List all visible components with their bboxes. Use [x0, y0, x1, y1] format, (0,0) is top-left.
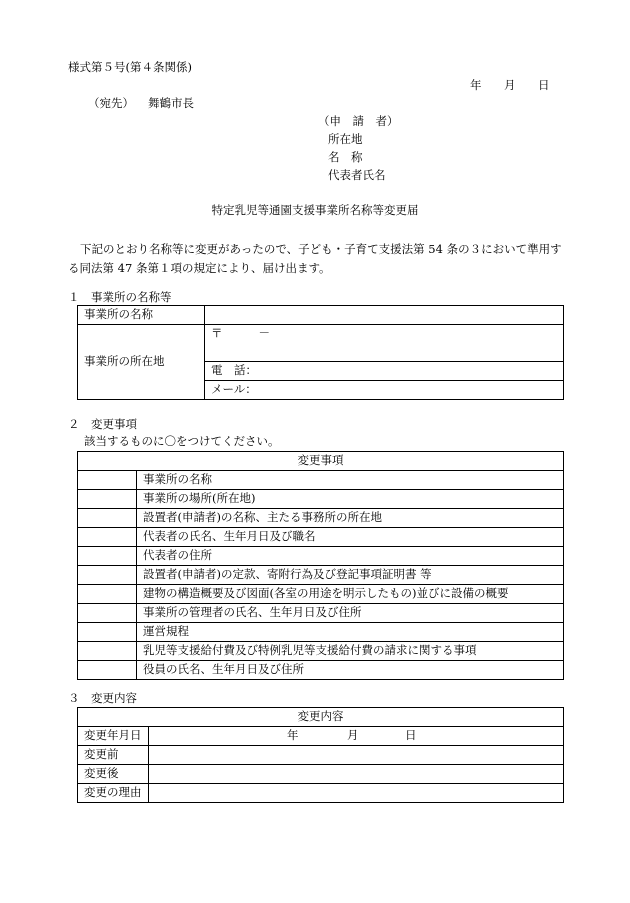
- facility-email[interactable]: メール：: [205, 381, 564, 400]
- check-cell[interactable]: [78, 642, 137, 661]
- section2-note: 該当するものに〇をつけてください。: [84, 434, 280, 448]
- change-date-label: 変更年月日: [78, 727, 149, 746]
- addressee-name: 舞鶴市長: [148, 96, 194, 110]
- change-date-year: 年: [287, 728, 299, 743]
- table-row: [78, 566, 564, 585]
- change-items-header: 変更事項: [78, 452, 564, 471]
- change-item: 運営規程: [137, 623, 564, 642]
- submission-date: [470, 79, 550, 93]
- check-cell[interactable]: [78, 528, 137, 547]
- section2-heading: ２ 変更事項: [68, 417, 137, 431]
- after-value[interactable]: [149, 765, 564, 784]
- applicant-address-label: 所在地: [328, 132, 363, 146]
- change-item: 事業所の名称: [137, 471, 564, 490]
- check-cell[interactable]: [78, 471, 137, 490]
- date-month: 月: [504, 78, 516, 92]
- check-cell[interactable]: [78, 661, 137, 680]
- applicant-heading: （申 請 者）: [318, 114, 399, 128]
- facility-address-value[interactable]: [205, 325, 564, 362]
- change-date-value[interactable]: [149, 727, 564, 746]
- facility-info-table: [77, 305, 564, 400]
- after-label: 変更後: [78, 765, 149, 784]
- facility-name-label: 事業所の名称: [78, 306, 205, 325]
- check-cell[interactable]: [78, 623, 137, 642]
- check-cell[interactable]: [78, 547, 137, 566]
- reason-label: 変更の理由: [78, 784, 149, 803]
- table-row: [78, 585, 564, 604]
- change-item: 設置者(申請者)の定款、寄附行為及び登記事項証明書 等: [137, 566, 564, 585]
- table-row: [78, 661, 564, 680]
- document-title: 特定乳児等通園支援事業所名称等変更届: [211, 203, 419, 217]
- section1-heading: １ 事業所の名称等: [68, 290, 172, 304]
- change-item: 役員の氏名、生年月日及び住所: [137, 661, 564, 680]
- check-cell[interactable]: [78, 604, 137, 623]
- change-item: 設置者(申請者)の名称、主たる事務所の所在地: [137, 509, 564, 528]
- change-date-day: 日: [405, 728, 417, 743]
- date-day: 日: [538, 78, 550, 92]
- facility-address-label: 事業所の所在地: [78, 325, 205, 400]
- before-label: 変更前: [78, 746, 149, 765]
- change-item: 事業所の管理者の氏名、生年月日及び住所: [137, 604, 564, 623]
- change-item: 事業所の場所(所在地): [137, 490, 564, 509]
- body-text: 下記のとおり名称等に変更があったので、子ども・子育て支援法第 54 条の３において準用する同法第 47 条第１項の規定により、届け出ます。: [68, 242, 562, 275]
- table-row: [78, 604, 564, 623]
- form-number: 様式第５号(第４条関係): [68, 60, 192, 74]
- table-row: [78, 509, 564, 528]
- postal-code: [211, 327, 270, 341]
- applicant-name-label: 名 称: [328, 150, 363, 164]
- change-item: 代表者の住所: [137, 547, 564, 566]
- table-row: [78, 490, 564, 509]
- change-items-table: [77, 451, 564, 680]
- change-details-table: [77, 707, 564, 803]
- change-item: 建物の構造概要及び図面(各室の用途を明示したもの)並びに設備の概要: [137, 585, 564, 604]
- table-row: [78, 471, 564, 490]
- facility-name-value[interactable]: [205, 306, 564, 325]
- postal-mark: 〒: [211, 326, 223, 340]
- change-details-header: 変更内容: [78, 708, 564, 727]
- applicant-representative-label: 代表者氏名: [328, 168, 386, 182]
- change-item: 代表者の氏名、生年月日及び職名: [137, 528, 564, 547]
- table-row: [78, 547, 564, 566]
- table-row: [78, 623, 564, 642]
- section3-heading: ３ 変更内容: [68, 691, 137, 705]
- check-cell[interactable]: [78, 566, 137, 585]
- check-cell[interactable]: [78, 585, 137, 604]
- before-value[interactable]: [149, 746, 564, 765]
- change-item: 乳児等支援給付費及び特例乳児等支援給付費の請求に関する事項: [137, 642, 564, 661]
- postal-dash: －: [258, 326, 270, 340]
- addressee-prefix: （宛先）: [88, 96, 134, 110]
- table-row: [78, 528, 564, 547]
- check-cell[interactable]: [78, 490, 137, 509]
- change-date-month: 月: [347, 728, 359, 743]
- date-year: 年: [470, 78, 482, 92]
- facility-phone[interactable]: 電 話：: [205, 362, 564, 381]
- addressee: [88, 97, 194, 111]
- check-cell[interactable]: [78, 509, 137, 528]
- table-row: [78, 642, 564, 661]
- reason-value[interactable]: [149, 784, 564, 803]
